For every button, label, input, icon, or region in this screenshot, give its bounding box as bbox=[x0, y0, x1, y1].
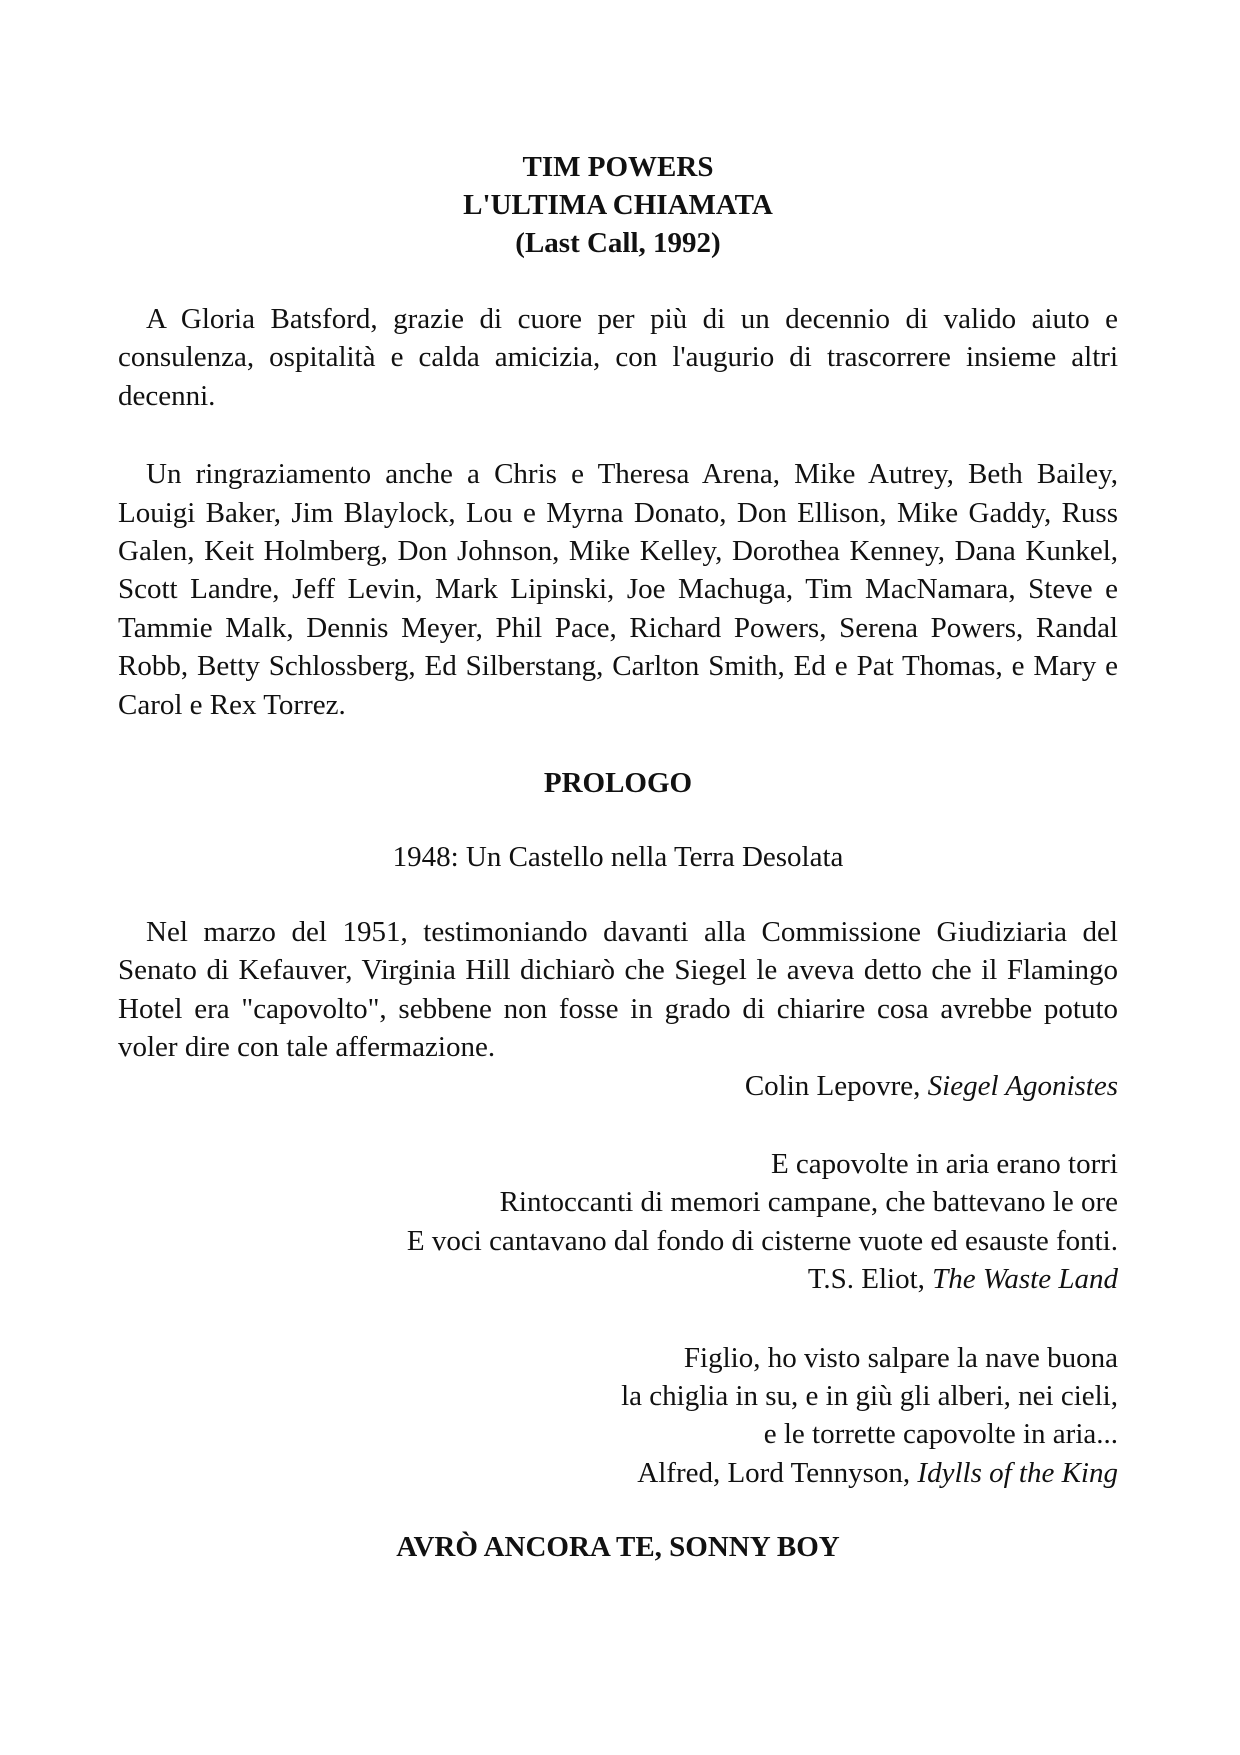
epigraph-2-line: E voci cantavano dal fondo di cisterne vuote ed esauste fonti. bbox=[406, 1224, 1118, 1257]
epigraph-3-attribution bbox=[118, 1454, 1118, 1492]
epigraph-3-line: la chiglia in su, e in giù gli alberi, nei cieli, bbox=[621, 1379, 1118, 1412]
epigraph-1-attribution bbox=[118, 1067, 1118, 1105]
epigraph-2 bbox=[118, 1145, 1118, 1299]
epigraph-3-line: e le torrette capovolte in aria... bbox=[763, 1418, 1118, 1451]
prologue-subtitle: 1948: Un Castello nella Terra Desolata bbox=[392, 841, 844, 874]
epigraph-2-line: E capovolte in aria erano torri bbox=[770, 1147, 1118, 1180]
chapter-heading: AVRÒ ANCORA TE, SONNY BOY bbox=[396, 1531, 840, 1564]
epigraph-3-author: Alfred, Lord Tennyson, bbox=[637, 1456, 918, 1489]
title-block bbox=[118, 148, 1118, 262]
epigraph-2-attribution bbox=[118, 1260, 1118, 1298]
epigraph-2-line: Rintoccanti di memori campane, che battevano le ore bbox=[499, 1186, 1118, 1219]
original-title: (Last Call, 1992) bbox=[515, 227, 721, 259]
prologue-heading: PROLOGO bbox=[543, 767, 693, 800]
epigraph-3-work: Idylls of the King bbox=[917, 1456, 1118, 1489]
author-name: TIM POWERS bbox=[522, 151, 714, 183]
document-page bbox=[118, 148, 1118, 1567]
epigraph-2-author: T.S. Eliot, bbox=[807, 1263, 933, 1296]
epigraph-1-work: Siegel Agonistes bbox=[927, 1069, 1118, 1102]
epigraph-1-text: Nel marzo del 1951, testimoniando davanti alla Commissione Giudiziaria del Senato di Kefauver, Virginia Hill dichiarò che Siegel le aveva detto che il Flamingo Hotel era "capovolto", sebbene non fosse in grado di chiarire cosa avrebbe potuto voler dire con tale affermazione. bbox=[118, 915, 1118, 1064]
epigraph-3 bbox=[118, 1339, 1118, 1493]
book-title: L'ULTIMA CHIAMATA bbox=[463, 189, 773, 221]
acknowledgements-paragraph: Un ringraziamento anche a Chris e Theresa Arena, Mike Autrey, Beth Bailey, Louigi Baker, Jim Blaylock, Lou e Myrna Donato, Don Ellison, Mike Gaddy, Russ Galen, Keit Holmberg, Don Johnson, Mike Kelley, Dorothea Kenney, Dana Kunkel, Scott Landre, Jeff Levin, Mark Lipinski, Joe Machuga, Tim MacNamara, Steve e Tammie Malk, Dennis Meyer, Phil Pace, Richard Powers, Serena Powers, Randal Robb, Betty Schlossberg, Ed Silberstang, Carlton Smith, Ed e Pat Thomas, e Mary e Carol e Rex Torrez. bbox=[118, 458, 1118, 721]
dedication-paragraph: A Gloria Batsford, grazie di cuore per più di un decennio di valido aiuto e consulenza, ospitalità e calda amicizia, con l'augurio di trascorrere insieme altri decenni. bbox=[118, 303, 1118, 412]
epigraph-2-work: The Waste Land bbox=[932, 1263, 1118, 1296]
epigraph-3-line: Figlio, ho visto salpare la nave buona bbox=[683, 1341, 1118, 1374]
epigraph-1-author: Colin Lepovre, bbox=[744, 1069, 928, 1102]
